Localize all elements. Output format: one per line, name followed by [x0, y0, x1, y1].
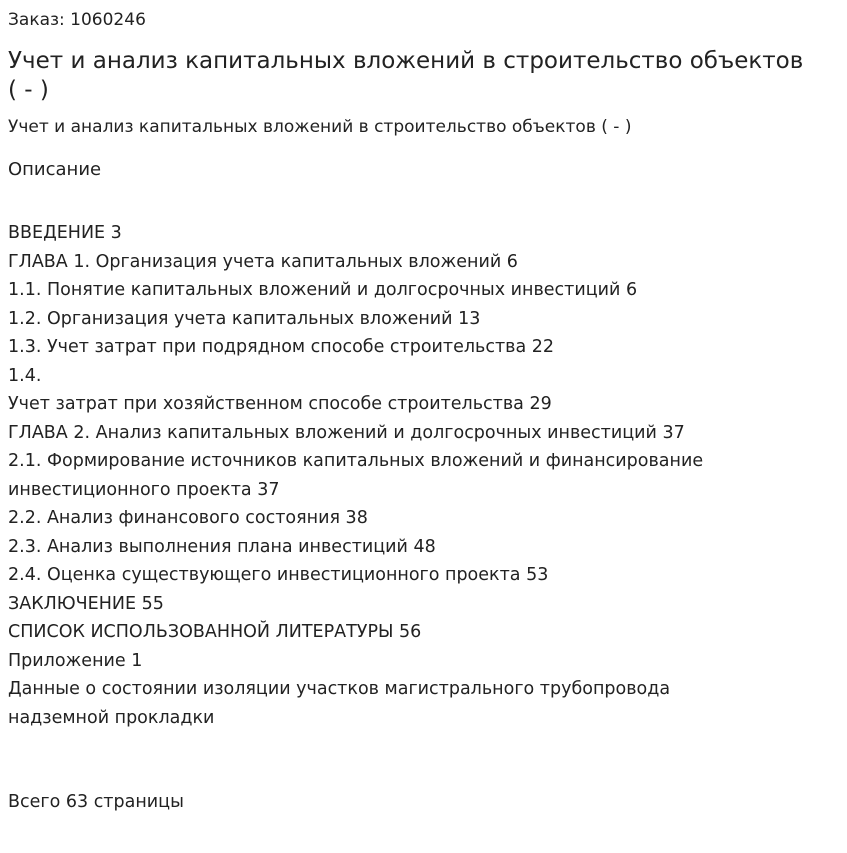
toc-line: 2.2. Анализ финансового состояния 38 — [8, 508, 368, 528]
toc-line: Приложение 1 — [8, 650, 143, 671]
order-number: Заказ: 1060246 — [8, 10, 146, 30]
toc-line: надземной прокладки — [8, 707, 215, 728]
document-title-line-2: ( - ) — [8, 77, 49, 103]
toc-line: 2.3. Анализ выполнения плана инвестиций 48 — [8, 536, 436, 557]
toc-line: Данные о состоянии изоляции участков магистрального трубопровода — [8, 679, 671, 699]
toc-line: ЗАКЛЮЧЕНИЕ 55 — [8, 593, 164, 614]
description-heading: Описание — [8, 159, 102, 180]
toc-line: инвестиционного проекта 37 — [8, 479, 280, 500]
toc-line: 2.4. Оценка существующего инвестиционного проекта 53 — [8, 565, 549, 585]
toc-line: 1.2. Организация учета капитальных вложений 13 — [8, 308, 481, 329]
table-of-contents — [8, 219, 843, 732]
toc-line: Учет затрат при хозяйственном способе строительства 29 — [8, 394, 552, 414]
toc-line: 1.1. Понятие капитальных вложений и долгосрочных инвестиций 6 — [8, 280, 638, 300]
toc-line: 2.1. Формирование источников капитальных вложений и финансирование — [8, 451, 704, 471]
toc-line: 1.4. — [8, 365, 42, 386]
toc-line: ГЛАВА 1. Организация учета капитальных вложений 6 — [8, 251, 518, 272]
document-subtitle: Учет и анализ капитальных вложений в строительство объектов ( - ) — [8, 117, 632, 137]
toc-line: ВВЕДЕНИЕ 3 — [8, 223, 122, 243]
document-title — [8, 47, 843, 105]
document-title-line-1: Учет и анализ капитальных вложений в строительство объектов — [8, 48, 804, 74]
toc-line: 1.3. Учет затрат при подрядном способе строительства 22 — [8, 337, 555, 357]
toc-line: ГЛАВА 2. Анализ капитальных вложений и долгосрочных инвестиций 37 — [8, 422, 685, 443]
total-pages: Всего 63 страницы — [8, 792, 184, 812]
toc-line: СПИСОК ИСПОЛЬЗОВАННОЙ ЛИТЕРАТУРЫ 56 — [8, 622, 422, 642]
